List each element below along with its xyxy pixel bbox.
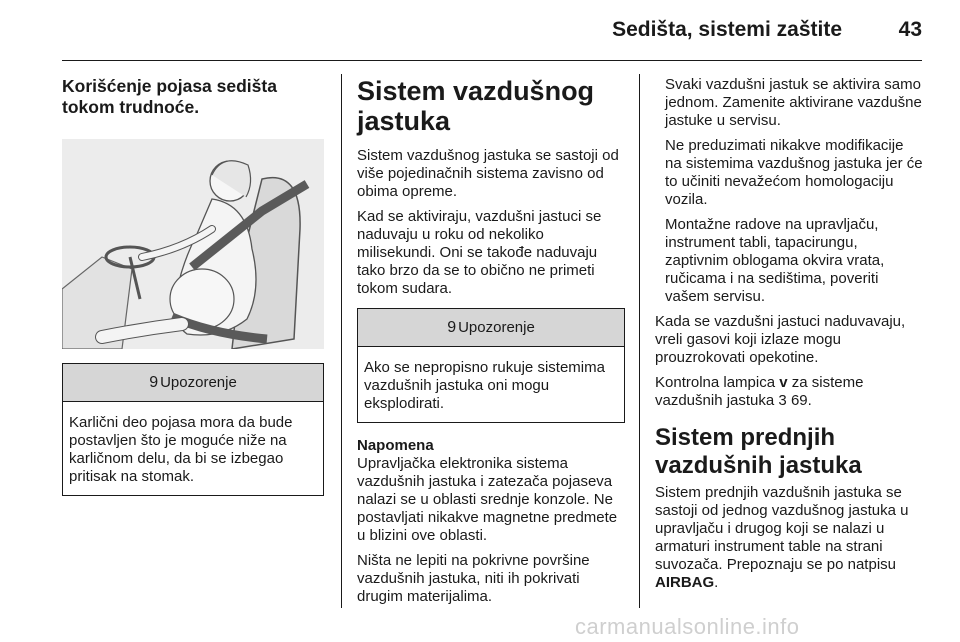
paragraph-front-airbag (655, 484, 923, 592)
column-2 (357, 76, 625, 613)
header-divider (62, 60, 922, 61)
column-3 (655, 76, 923, 599)
airbag-lamp-icon: v (779, 374, 788, 391)
warning-title: Upozorenje (458, 319, 535, 336)
column-1 (62, 76, 324, 496)
page-reference-icon: 3 (778, 392, 787, 409)
column-divider-1 (341, 74, 342, 608)
warning-box-airbag (357, 308, 625, 423)
paragraph-warning-lamp (655, 374, 923, 410)
warning-title: Upozorenje (160, 374, 237, 391)
warning-box-pregnancy (62, 363, 324, 496)
paragraph: Kad se aktiviraju, vazdušni jastuci se naduvaju u roku od nekoliko milisekundi. Oni se takođe naduvaju tako brzo da se to obično ne primeti tokom sudara. (357, 208, 602, 297)
airbag-label: AIRBAG (655, 574, 715, 591)
note-paragraph: Upravljačka elektronika sistema vazdušnih jastuka i zatezača pojaseva nalazi se u oblasti srednje konzole. Ne postavljati nikakve magnetne predmete u blizini ove oblasti. (357, 455, 618, 544)
text-fragment: . (714, 574, 719, 591)
indented-paragraph: Svaki vazdušni jastuk se aktivira samo jednom. Zamenite aktivirane vazdušne jastuke u servisu. (665, 76, 922, 129)
warning-body: Ako se nepropisno rukuje sistemima vazdušnih jastuka oni mogu eksplodirati. (364, 359, 605, 412)
warning-body: Karlični deo pojasa mora da bude postavljen što je moguće niže na karličnom delu, da bi se izbegao pritisak na stomak. (69, 414, 293, 485)
page-header (0, 0, 960, 62)
note-title: Napomena (357, 437, 434, 454)
text-fragment: za sisteme vazdušnih jastuka (655, 374, 864, 409)
warning-header (63, 364, 323, 402)
heading-front-airbag: Sistem prednjih vazdušnih jastuka (655, 424, 862, 479)
section-title-pregnancy: Korišćenje pojasa sedišta tokom trudnoće. (62, 76, 277, 117)
note-paragraph: Ništa ne lepiti na pokrivne površine vazdušnih jastuka, niti ih pokrivati drugim materijalima. (357, 552, 590, 605)
chapter-title: Sedišta, sistemi zaštite (612, 18, 842, 41)
paragraph: Kada se vazdušni jastuci naduvavaju, vreli gasovi koji izlaze mogu prouzrokovati opekotine. (655, 313, 906, 366)
warning-header (358, 309, 624, 347)
page-reference: 69. (790, 392, 812, 409)
watermark: carmanualsonline.info (575, 614, 800, 639)
warning-triangle-icon: 9 (149, 374, 159, 391)
text-fragment: Kontrolna lampica (655, 374, 776, 391)
indented-paragraph: Montažne radove na upravljaču, instrument tabli, tapacirungu, zaptivnim oblogama okvira vrata, ručicama i na sedištima, poveriti vašem servisu. (665, 216, 885, 305)
heading-airbag-system: Sistem vazdušnog jastuka (357, 76, 595, 136)
pregnant-driver-seatbelt-illustration (62, 139, 324, 349)
column-divider-2 (639, 74, 640, 608)
text-fragment: Sistem prednjih vazdušnih jastuka se sastoji od jednog vazdušnog jastuka u upravljaču i drugog koji se nalazi u armaturi instrument table na strani suvozača. Prepoznaju se po natpisu (655, 484, 909, 573)
paragraph: Sistem vazdušnog jastuka se sastoji od više pojedinačnih sistema zavisno od obima opreme. (357, 147, 619, 200)
indented-paragraph: Ne preduzimati nikakve modifikacije na sistemima vazdušnog jastuka jer će to učiniti nevažećom homologaciju vozila. (665, 137, 923, 208)
illustration-drawing (62, 139, 324, 349)
page-number: 43 (898, 18, 922, 41)
warning-triangle-icon: 9 (447, 319, 457, 336)
